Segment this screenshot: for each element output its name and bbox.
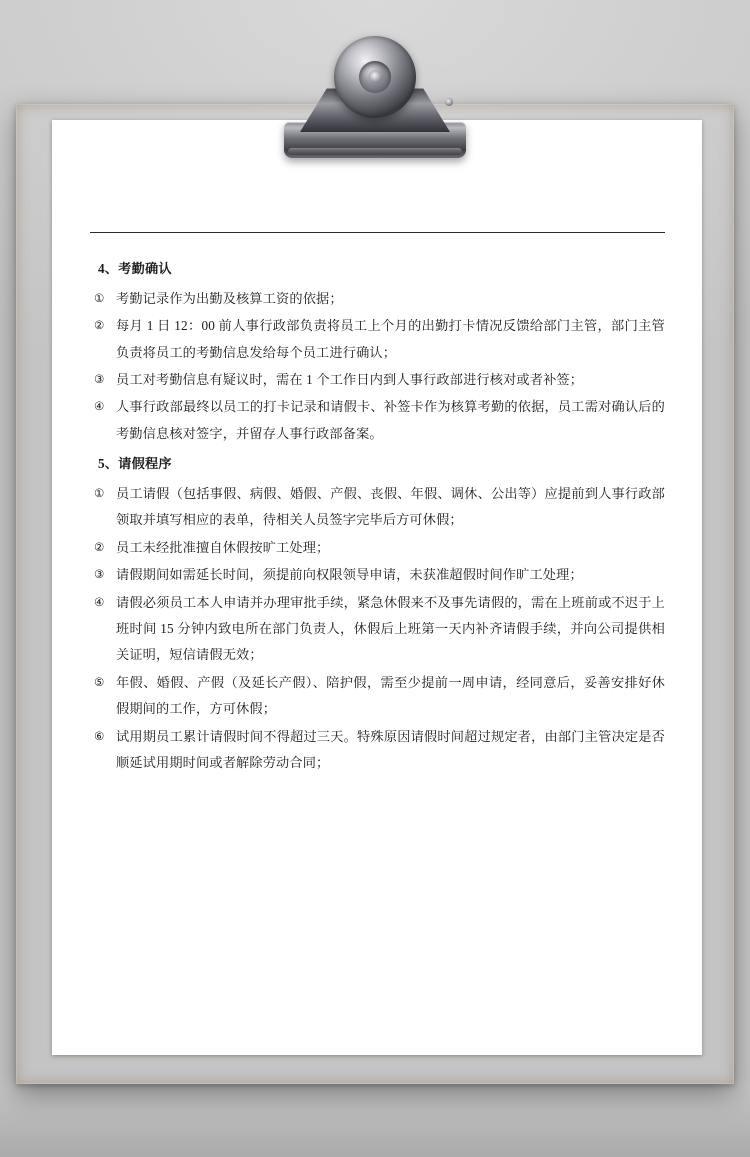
list-item-text: 请假期间如需延长时间，须提前向权限领导申请，未获准超假时间作旷工处理； <box>116 567 583 583</box>
document-paper <box>52 120 702 1055</box>
list-item <box>90 481 665 534</box>
list-item <box>90 394 665 447</box>
section-title: 5、请假程序 <box>98 456 172 472</box>
list-item-text: 年假、婚假、产假（及延长产假）、陪护假，需至少提前一周申请，经同意后，妥善安排好休假期间的工作，方可休假； <box>116 674 665 717</box>
list-item <box>90 535 665 561</box>
list-marker: ③ <box>94 567 105 582</box>
list-item-text: 员工对考勤信息有疑议时，需在 1 个工作日内到人事行政部进行核对或者补签； <box>116 372 584 388</box>
list-marker: ⑥ <box>94 728 105 743</box>
list-item <box>90 590 665 669</box>
document-body <box>52 120 702 1055</box>
header-divider <box>90 232 665 233</box>
list-marker: ④ <box>94 399 105 414</box>
list-item <box>90 313 665 366</box>
list-item-text: 考勤记录作为出勤及核算工资的依据； <box>116 290 343 306</box>
list-item <box>90 670 665 723</box>
list-marker: ⑤ <box>94 674 105 689</box>
list-marker: ④ <box>94 594 105 609</box>
list-item <box>90 367 665 393</box>
list-marker: ① <box>94 290 105 305</box>
list-item-text: 试用期员工累计请假时间不得超过三天。特殊原因请假时间超过规定者，由部门主管决定是否顺延试用期时间或者解除劳动合同； <box>116 728 665 771</box>
list-item <box>90 724 665 777</box>
clipboard <box>16 104 734 1084</box>
list-marker: ② <box>94 539 105 554</box>
list-item-text: 人事行政部最终以员工的打卡记录和请假卡、补签卡作为核算考勤的依据，员工需对确认后的考勤信息核对签字，并留存人事行政部备案。 <box>116 399 665 441</box>
list-marker: ③ <box>94 372 105 387</box>
list-item-text: 每月 1 日 12：00 前人事行政部负责将员工上个月的出勤打卡情况反馈给部门主管，部门主管负责将员工的考勤信息发给每个员工进行确认； <box>116 318 665 360</box>
section-title: 4、考勤确认 <box>98 261 172 276</box>
list-marker: ① <box>94 486 105 501</box>
list-item <box>90 562 665 588</box>
list-item-text: 员工请假（包括事假、病假、婚假、产假、丧假、年假、调休、公出等）应提前到人事行政部领取并填写相应的表单，待相关人员签字完毕后方可休假； <box>116 486 665 528</box>
list-marker: ② <box>94 318 105 333</box>
background-shadow <box>0 1087 750 1157</box>
list-item <box>90 286 665 312</box>
list-item-text: 请假必须员工本人申请并办理审批手续，紧急休假来不及事先请假的，需在上班前或不迟于上班时间 15 分钟内致电所在部门负责人，休假后上班第一天内补齐请假手续，并向公司提供相关证明，短信请假无效； <box>116 594 665 663</box>
list-item-text: 员工未经批准擅自休假按旷工处理； <box>116 539 330 555</box>
